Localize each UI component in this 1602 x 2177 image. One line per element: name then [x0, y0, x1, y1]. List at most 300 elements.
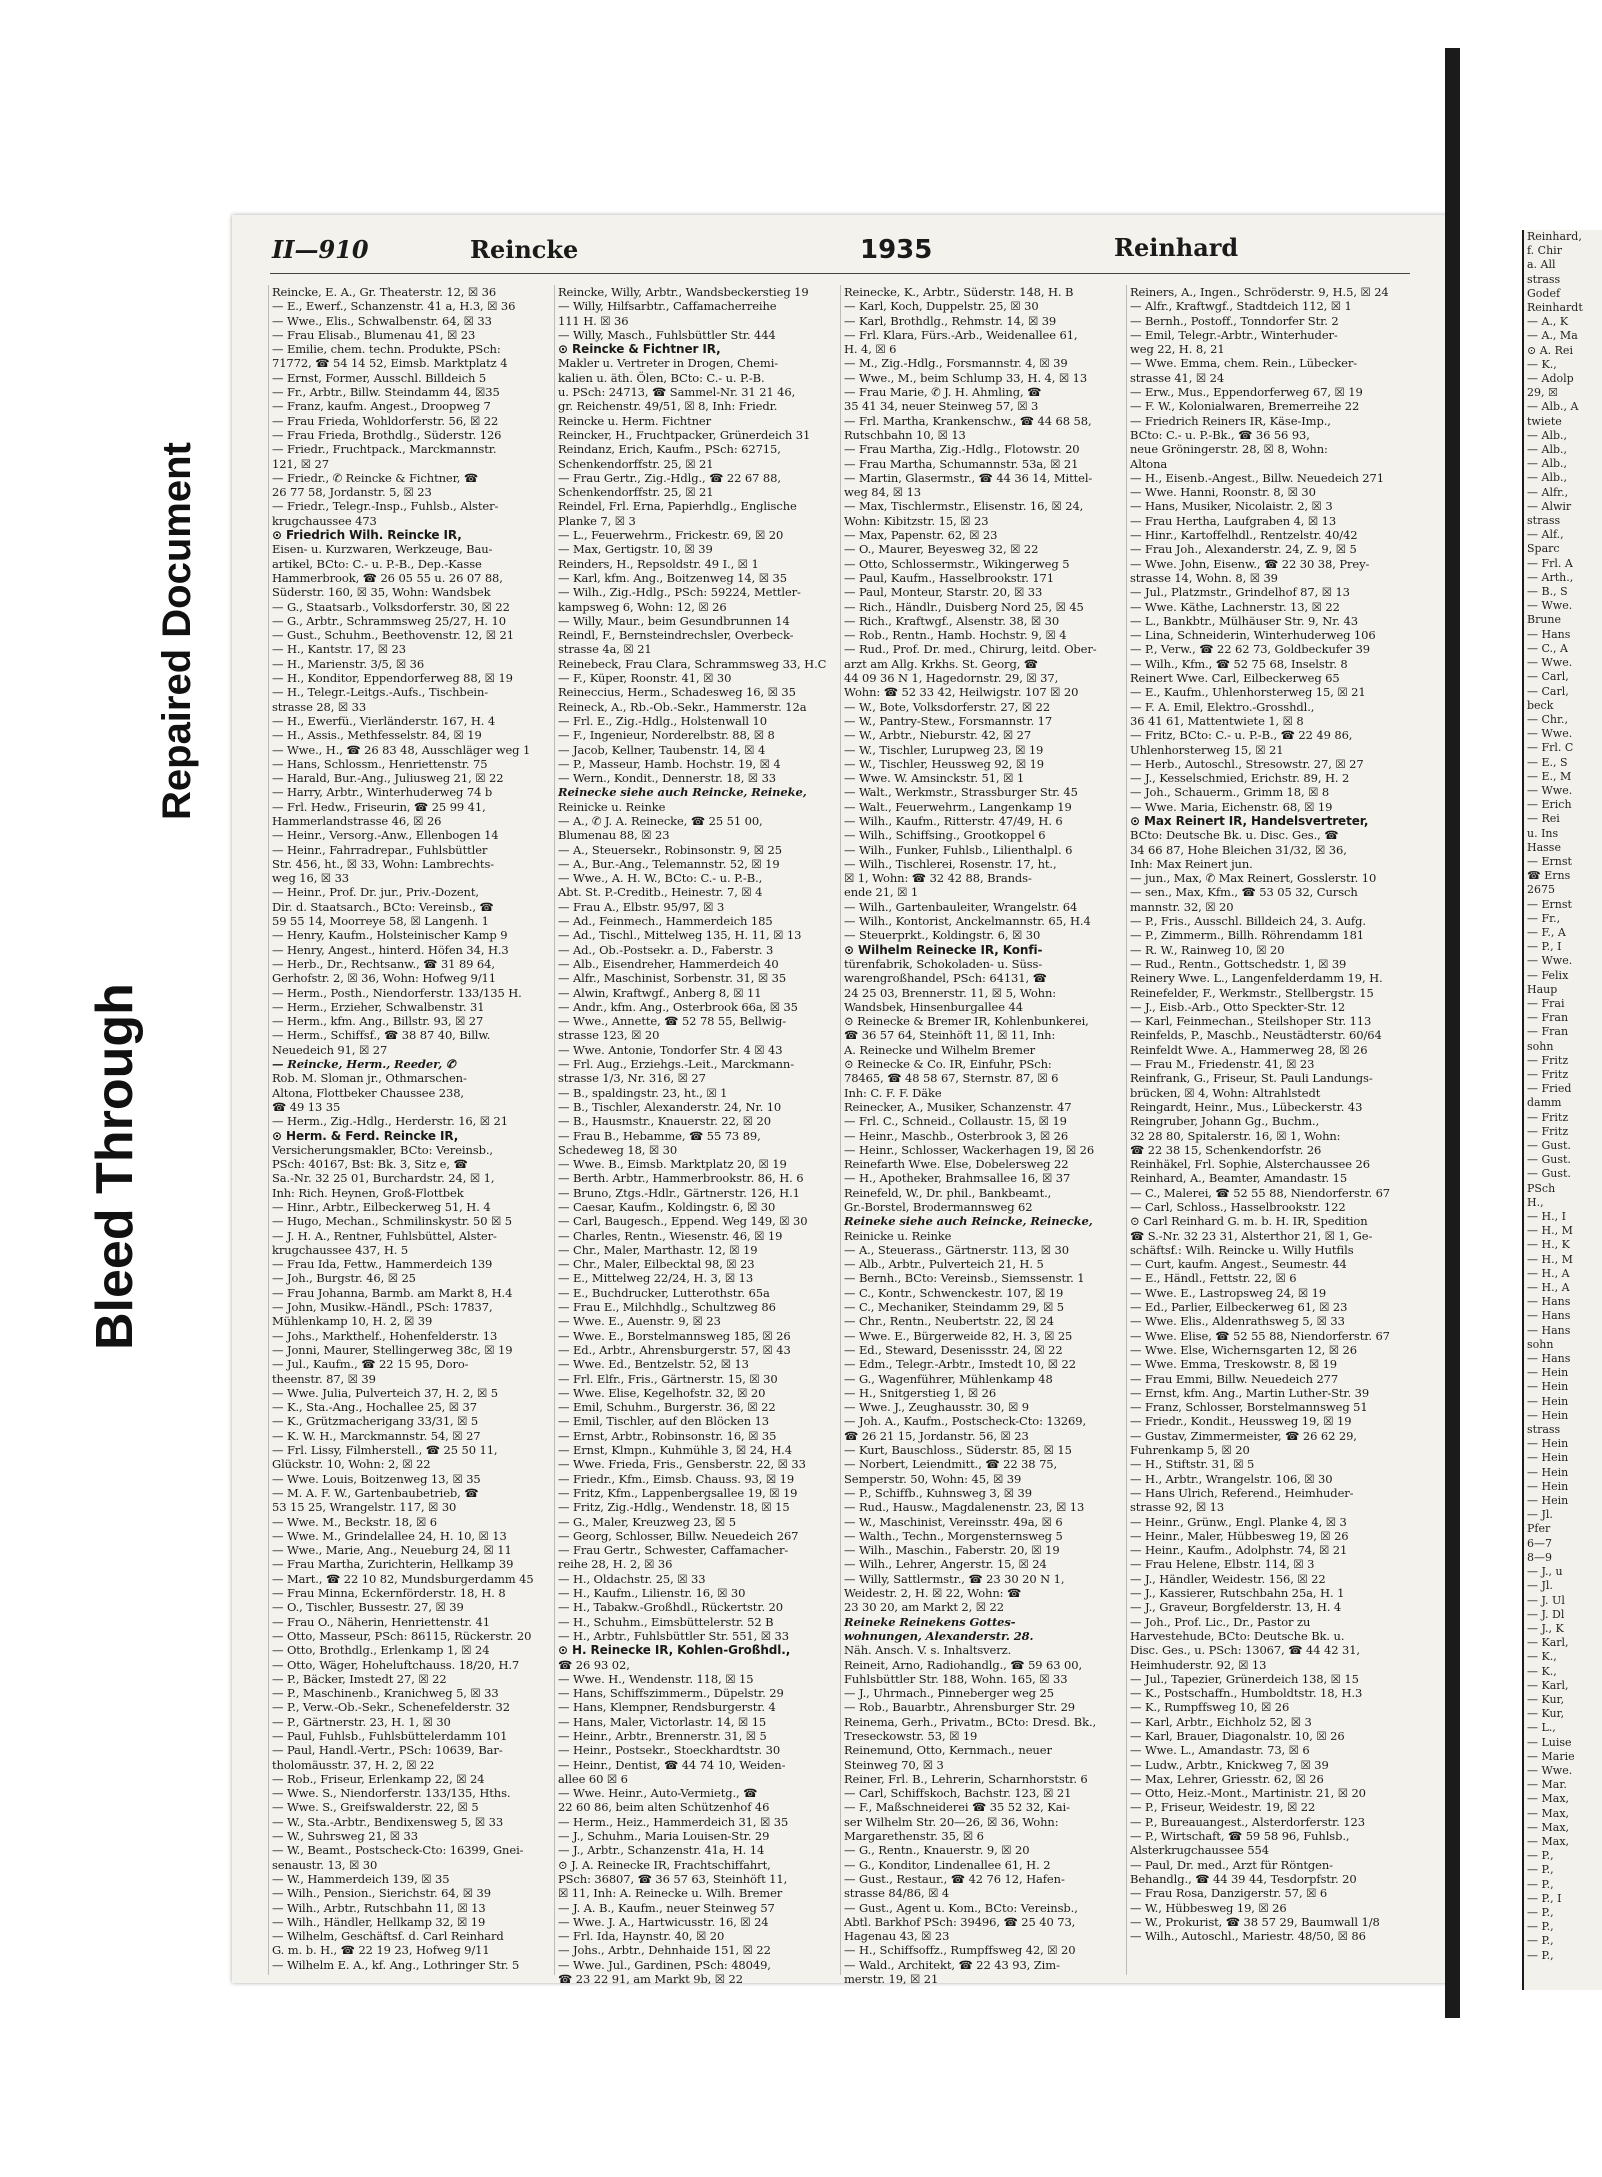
directory-entry: krugchaussee 437, H. 5 — [272, 1242, 409, 1257]
directory-entry: — Rob., Bauarbtr., Ahrensburger Str. 29 — [844, 1700, 1076, 1715]
directory-entry: — Otto, Masseur, PSch: 86115, Rückerstr. 20 — [272, 1628, 532, 1643]
directory-entry: — H., Marienstr. 3/5, ☒ 36 — [272, 656, 425, 671]
directory-entry: — W., Sta.-Arbtr., Bendixensweg 5, ☒ 33 — [272, 1814, 504, 1829]
directory-entry: — Frau A., Elbstr. 95/97, ☒ 3 — [558, 899, 725, 914]
adjacent-page-text: — Carl, — [1527, 670, 1569, 684]
directory-entry: — G., Arbtr., Schrammsweg 25/27, H. 10 — [272, 613, 506, 628]
directory-entry: — Alfr., Maschinist, Sorbenstr. 31, ☒ 35 — [558, 971, 787, 986]
directory-entry: — O., Maurer, Beyesweg 32, ☒ 22 — [844, 542, 1039, 557]
adjacent-page-text: — Wwe. — [1527, 656, 1573, 670]
directory-entry: — Wwe., Marie, Ang., Neueburg 24, ☒ 11 — [272, 1543, 512, 1558]
directory-entry: — Frau Martha, Schumannstr. 53a, ☒ 21 — [844, 456, 1079, 471]
directory-entry: — Frl. Martha, Krankenschw., ☎ 44 68 58, — [844, 413, 1092, 428]
adjacent-page-text: — Adolp — [1527, 372, 1574, 386]
directory-entry: — Wwe. Louis, Boitzenweg 13, ☒ 35 — [272, 1471, 481, 1486]
directory-entry: — Frau Gertr., Zig.-Hdlg., ☎ 22 67 88, — [558, 470, 781, 485]
directory-entry: Neuedeich 91, ☒ 27 — [272, 1042, 388, 1057]
directory-entry: — W., Hübbesweg 19, ☒ 26 — [1130, 1900, 1287, 1915]
adjacent-page-text: — Alb., — [1527, 428, 1567, 442]
directory-entry: Semperstr. 50, Wohn: 45, ☒ 39 — [844, 1471, 1022, 1486]
directory-entry: Inh: Rich. Heynen, Groß-Flottbek — [272, 1185, 464, 1200]
adjacent-page-text: — K., — [1527, 357, 1557, 371]
directory-entry: — Wwe., Elis., Schwalbenstr. 64, ☒ 33 — [272, 313, 492, 328]
adjacent-page-text: 2675 — [1527, 883, 1555, 897]
adjacent-page-text: — Gust. — [1527, 1153, 1571, 1167]
directory-entry: Fuhlsbüttler Str. 188, Wohn. 165, ☒ 33 — [844, 1671, 1068, 1686]
directory-entry: Steinweg 70, ☒ 3 — [844, 1757, 944, 1772]
directory-entry: — Hans, Klempner, Rendsburgerstr. 4 — [558, 1700, 776, 1715]
directory-entry: — Heinr., Kaufm., Adolphstr. 74, ☒ 21 — [1130, 1543, 1348, 1558]
directory-entry: brücken, ☒ 4, Wohn: Altrahlstedt — [1130, 1085, 1321, 1100]
header-year: 1935 — [860, 235, 933, 265]
directory-entry: — Frl. Hedw., Friseurin, ☎ 25 99 41, — [272, 799, 486, 814]
directory-entry: Reineit, Arno, Radiohandlg., ☎ 59 63 00, — [844, 1657, 1083, 1672]
directory-entry: — Otto, Schlossermstr., Wikingerweg 5 — [844, 556, 1070, 571]
directory-entry: strasse 41, ☒ 24 — [1130, 370, 1225, 385]
directory-entry: — Paul, Fuhlsb., Fuhlsbüttelerdamm 101 — [272, 1728, 508, 1743]
directory-entry: — Wwe. E., Borstelmannsweg 185, ☒ 26 — [558, 1328, 791, 1343]
directory-entry: strasse 28, ☒ 33 — [272, 699, 367, 714]
directory-entry: — Steuerprkt., Koldingstr. 6, ☒ 30 — [844, 928, 1041, 943]
directory-entry: Mühlenkamp 10, H. 2, ☒ 39 — [272, 1314, 433, 1329]
directory-entry: — Norbert, Leiendmitt., ☎ 22 38 75, — [844, 1457, 1058, 1472]
directory-entry: — Alb., Arbtr., Pulverteich 21, H. 5 — [844, 1257, 1044, 1272]
directory-entry: — A., Steuerass., Gärtnerstr. 113, ☒ 30 — [844, 1242, 1069, 1257]
directory-entry: — Charles, Rentn., Wiesenstr. 46, ☒ 19 — [558, 1228, 783, 1243]
directory-entry: — K. W. H., Marckmannstr. 54, ☒ 27 — [272, 1428, 481, 1443]
directory-entry: — Wwe. Käthe, Lachnerstr. 13, ☒ 22 — [1130, 599, 1340, 614]
directory-entry: — P., Verw.-Ob.-Sekr., Schenefelderstr. 32 — [272, 1700, 510, 1715]
directory-entry: — Frau Frieda, Brothdlg., Süderstr. 126 — [272, 427, 502, 442]
directory-entry: ⊙ Max Reinert IR, Handelsvertreter, — [1130, 813, 1369, 828]
directory-entry: — Willy, Maur., beim Gesundbrunnen 14 — [558, 613, 790, 628]
directory-entry: Reincke, Willy, Arbtr., Wandsbeckerstieg 19 — [558, 285, 809, 299]
adjacent-page-text: — Erich — [1527, 798, 1572, 812]
directory-entry: — Wwe. Antonie, Tondorfer Str. 4 ☒ 43 — [558, 1042, 783, 1057]
adjacent-page-text: PSch — [1527, 1181, 1556, 1195]
directory-entry: — Wwe. E., Lastropsweg 24, ☒ 19 — [1130, 1285, 1327, 1300]
directory-entry: — Herm., Zig.-Hdlg., Herderstr. 16, ☒ 21 — [272, 1114, 508, 1129]
directory-entry: — Ludw., Arbtr., Knickweg 7, ☒ 39 — [1130, 1757, 1329, 1772]
directory-entry: — sen., Max, Kfm., ☎ 53 05 32, Cursch — [1130, 885, 1358, 900]
adjacent-page-text: — H., M — [1527, 1224, 1573, 1238]
adjacent-page-text: — Karl, — [1527, 1678, 1569, 1692]
adjacent-page-text: — J. Dl — [1527, 1607, 1565, 1621]
directory-entry: — Joh., Burgstr. 46, ☒ 25 — [272, 1271, 416, 1286]
directory-entry: — Wwe. Elis., Aldenrathsweg 5, ☒ 33 — [1130, 1314, 1345, 1329]
directory-entry: Reineck, A., Rb.-Ob.-Sekr., Hammerstr. 12a — [558, 699, 807, 714]
adjacent-page-text: strass — [1527, 272, 1561, 286]
directory-entry: Schenkendorffstr. 25, ☒ 21 — [558, 456, 714, 471]
directory-entry: Altona — [1130, 456, 1168, 471]
directory-entry: — F., Küper, Roonstr. 41, ☒ 30 — [558, 671, 732, 686]
directory-entry: — Heinr., Dentist, ☎ 44 74 10, Weiden- — [558, 1757, 786, 1772]
directory-entry: Inh: Max Reinert jun. — [1130, 856, 1253, 871]
directory-entry: Reiner, Frl. B., Lehrerin, Scharnhorststr. 6 — [844, 1771, 1088, 1786]
directory-entry: ☒ 1, Wohn: ☎ 32 42 88, Brands- — [844, 871, 1032, 886]
directory-entry: Blumenau 88, ☒ 23 — [558, 828, 670, 843]
directory-entry: — Wwe. E., Auenstr. 9, ☒ 23 — [558, 1314, 721, 1329]
directory-entry: — Wwe. M., Beckstr. 18, ☒ 6 — [272, 1514, 437, 1529]
directory-entry: — Wwe. Emma, Treskowstr. 8, ☒ 19 — [1130, 1357, 1338, 1372]
directory-entry: — jun., Max, ✆ Max Reinert, Gosslerstr. 10 — [1130, 871, 1377, 886]
directory-entry: G. m. b. H., ☎ 22 19 23, Hofweg 9/11 — [272, 1943, 490, 1958]
directory-entry: — Berth. Arbtr., Hammerbrookstr. 86, H. 6 — [558, 1171, 804, 1186]
directory-entry: — Wwe. Frieda, Fris., Gensberstr. 22, ☒ 33 — [558, 1457, 806, 1472]
directory-entry: — Wilh., Händler, Hellkamp 32, ☒ 19 — [272, 1914, 486, 1929]
directory-entry: Wohn: ☎ 52 33 42, Heilwigstr. 107 ☒ 20 — [844, 685, 1079, 700]
directory-entry: Rob. M. Sloman jr., Othmarschen- — [272, 1071, 467, 1086]
directory-entry: — Frau Minna, Eckernförderstr. 18, H. 8 — [272, 1586, 506, 1601]
adjacent-page-text: — Hein — [1527, 1394, 1569, 1408]
adjacent-page-text: — Hans — [1527, 627, 1571, 641]
directory-entry: — Johs., Arbtr., Dehnhaide 151, ☒ 22 — [558, 1943, 771, 1958]
adjacent-page-text: Haup — [1527, 982, 1558, 996]
directory-entry: — Wilh., Maschin., Faberstr. 20, ☒ 19 — [844, 1543, 1060, 1558]
adjacent-page-text: — Wwe. — [1527, 783, 1573, 797]
directory-entry: Harvestehude, BCto: Deutsche Bk. u. — [1130, 1628, 1345, 1643]
directory-entry: — C., Malerei, ☎ 52 55 88, Niendorferstr. 67 — [1130, 1185, 1391, 1200]
adjacent-page-text: — Hans — [1527, 1309, 1571, 1323]
adjacent-page-text: Sparc — [1527, 542, 1560, 556]
directory-entry: — Ernst, Arbtr., Robinsonstr. 16, ☒ 35 — [558, 1428, 777, 1443]
directory-entry: — Fr., Arbtr., Billw. Steindamm 44, ☒35 — [272, 385, 500, 400]
directory-page — [232, 215, 1447, 1987]
directory-entry: — Rob., Rentn., Hamb. Hochstr. 9, ☒ 4 — [844, 628, 1067, 643]
directory-entry: — F., Ingenieur, Norderelbstr. 88, ☒ 8 — [558, 728, 775, 743]
directory-entry: — W., Suhrsweg 21, ☒ 33 — [272, 1829, 418, 1844]
directory-entry: — Joh., Schauerm., Grimm 18, ☒ 8 — [1130, 785, 1330, 800]
directory-entry: — Franz, kaufm. Angest., Droopweg 7 — [272, 399, 491, 414]
header-rule — [270, 273, 1410, 274]
directory-entry: — H., Arbtr., Wrangelstr. 106, ☒ 30 — [1130, 1471, 1333, 1486]
directory-entry: arzt am Allg. Krkhs. St. Georg, ☎ — [844, 656, 1039, 671]
directory-entry: — H., Apotheker, Brahmsallee 16, ☒ 37 — [844, 1171, 1071, 1186]
directory-entry: — M. A. F. W., Gartenbaubetrieb, ☎ — [272, 1485, 479, 1500]
directory-entry: — K., Postschaffn., Humboldtstr. 18, H.3 — [1130, 1686, 1363, 1701]
header-right-keyword: Reinhard — [1114, 233, 1239, 262]
directory-entry: — E., Kaufm., Uhlenhorsterweg 15, ☒ 21 — [1130, 685, 1366, 700]
directory-entry: Dir. d. Staatsarch., BCto: Vereinsb., ☎ — [272, 899, 494, 914]
directory-entry: — Alfr., Kraftwgf., Stadtdeich 112, ☒ 1 — [1130, 299, 1352, 314]
adjacent-page-text: — Kur, — [1527, 1692, 1565, 1706]
directory-entry: — P., Wirtschaft, ☎ 59 58 96, Fuhlsb., — [1130, 1829, 1350, 1844]
directory-entry: Reineke siehe auch Reincke, Reinecke, — [844, 1214, 1093, 1229]
directory-entry: Hammerbrook, ☎ 26 05 55 u. 26 07 88, — [272, 570, 503, 585]
directory-entry: weg 16, ☒ 33 — [272, 871, 350, 886]
adjacent-page-text: — Marie — [1527, 1749, 1575, 1763]
directory-entry: — B., Hausmstr., Knauerstr. 22, ☒ 20 — [558, 1114, 771, 1129]
adjacent-page-text: — K., — [1527, 1664, 1557, 1678]
directory-entry: — Fritz, Kfm., Lappenbergsallee 19, ☒ 19 — [558, 1485, 798, 1500]
directory-entry: — Hinr., Kartoffelhdl., Rentzelstr. 40/42 — [1130, 528, 1358, 543]
adjacent-page-text: — Hein — [1527, 1451, 1569, 1465]
adjacent-page-text: — H., K — [1527, 1238, 1570, 1252]
directory-entry: — Otto, Wäger, Hoheluftchauss. 18/20, H.7 — [272, 1657, 520, 1672]
directory-entry: 59 55 14, Moorreye 58, ☒ Langenh. 1 — [272, 914, 489, 929]
directory-entry: Alsterkrugchaussee 554 — [1130, 1843, 1269, 1858]
directory-entry: — L., Feuerwehrm., Frickestr. 69, ☒ 20 — [558, 528, 784, 543]
directory-entry: ⊙ Wilhelm Reinecke IR, Konfi- — [844, 942, 1043, 957]
adjacent-page-text: — Alb., — [1527, 457, 1567, 471]
directory-entry: — Wwe. Else, Wichernsgarten 12, ☒ 26 — [1130, 1342, 1357, 1357]
directory-entry: BCto: Deutsche Bk. u. Disc. Ges., ☎ — [1130, 828, 1339, 843]
directory-entry: 35 41 34, neuer Steinweg 57, ☒ 3 — [844, 399, 1039, 414]
column-1 — [268, 285, 554, 1975]
directory-entry: — Edm., Telegr.-Arbtr., Imstedt 10, ☒ 22 — [844, 1357, 1076, 1372]
directory-entry: — F. W., Kolonialwaren, Bremerreihe 22 — [1130, 399, 1360, 414]
directory-entry: — Willy, Hilfsarbtr., Caffamacherreihe — [558, 299, 777, 314]
directory-entry: — Heinr., Arbtr., Brennerstr. 31, ☒ 5 — [558, 1728, 767, 1743]
directory-entry: BCto: C.- u. P.-Bk., ☎ 36 56 93, — [1130, 427, 1310, 442]
adjacent-page-text: Reinhard, — [1527, 230, 1582, 243]
directory-entry: Wandsbek, Hinsenburgallee 44 — [844, 999, 1023, 1014]
directory-entry: kalien u. äth. Ölen, BCto: C.- u. P.-B. — [558, 370, 765, 385]
adjacent-page-text: — P., — [1527, 1920, 1554, 1934]
directory-entry: — Ad., Tischl., Mittelweg 135, H. 11, ☒ 13 — [558, 928, 802, 943]
directory-entry: — Wilh., Tischlerei, Rosenstr. 17, ht., — [844, 856, 1057, 871]
directory-entry: 78465, ☎ 48 58 67, Sternstr. 87, ☒ 6 — [844, 1071, 1059, 1086]
directory-entry: — Carl, Baugesch., Eppend. Weg 149, ☒ 30 — [558, 1214, 808, 1229]
directory-entry: — E., Mittelweg 22/24, H. 3, ☒ 13 — [558, 1271, 754, 1286]
adjacent-page-text: — Hein — [1527, 1465, 1569, 1479]
directory-entry: — Wilhelm E. A., kf. Ang., Lothringer Str. 5 — [272, 1957, 520, 1972]
adjacent-page-text: — P., — [1527, 1863, 1554, 1877]
directory-entry: — Frau M., Friedenstr. 41, ☒ 23 — [1130, 1057, 1315, 1072]
directory-entry: — Rud., Rentn., Gottschedstr. 1, ☒ 39 — [1130, 956, 1347, 971]
adjacent-page-text: — Alb., A — [1527, 400, 1579, 414]
directory-entry: Versicherungsmakler, BCto: Vereinsb., — [272, 1142, 493, 1157]
directory-entry: — Frl. Lissy, Filmherstell., ☎ 25 50 11, — [272, 1443, 498, 1458]
directory-entry: Weidestr. 2, H. ☒ 22, Wohn: ☎ — [844, 1586, 1022, 1601]
directory-entry: — P., Bureauangest., Alsterdorferstr. 123 — [1130, 1814, 1365, 1829]
directory-entry: — Wwe. S., Niendorferstr. 133/135, Hths. — [272, 1786, 511, 1801]
directory-entry: Reincke u. Herm. Fichtner — [558, 413, 712, 428]
directory-entry: — Heinr., Maschb., Osterbrook 3, ☒ 26 — [844, 1128, 1069, 1143]
directory-entry: Margarethenstr. 35, ☒ 6 — [844, 1829, 984, 1844]
adjacent-page-text: — Karl, — [1527, 1636, 1569, 1650]
adjacent-page-text: — Hein — [1527, 1366, 1569, 1380]
adjacent-page-text: — Wwe. — [1527, 954, 1573, 968]
adjacent-page-text: — Ernst — [1527, 897, 1572, 911]
directory-entry: — Gust., Schuhm., Beethovenstr. 12, ☒ 21 — [272, 628, 514, 643]
directory-entry: — P., Verw., ☎ 22 62 73, Goldbeckufer 39 — [1130, 642, 1371, 657]
directory-entry: — Curt, kaufm. Angest., Seumestr. 44 — [1130, 1257, 1347, 1272]
directory-entry: Reinfeldt Wwe. A., Hammerweg 28, ☒ 26 — [1130, 1042, 1368, 1057]
directory-entry: — Max, Lehrer, Griesstr. 62, ☒ 26 — [1130, 1771, 1324, 1786]
adjacent-page-text: Brune — [1527, 613, 1562, 627]
adjacent-page-text: — Felix — [1527, 968, 1569, 982]
directory-entry: — H., Telegr.-Leitgs.-Aufs., Tischbein- — [272, 685, 489, 700]
directory-entry: — Wilh., Arbtr., Rutschbahn 11, ☒ 13 — [272, 1900, 486, 1915]
adjacent-page-text: — H., I — [1527, 1210, 1566, 1224]
directory-entry: — Chr., Rentn., Neubertstr. 22, ☒ 24 — [844, 1314, 1054, 1329]
directory-entry: — Friedr., Kfm., Eimsb. Chauss. 93, ☒ 19 — [558, 1471, 795, 1486]
directory-entry: — Jul., Platzmstr., Grindelhof 87, ☒ 13 — [1130, 585, 1350, 600]
directory-entry: — Frau Martha, Zig.-Hdlg., Flotowstr. 20 — [844, 442, 1080, 457]
directory-entry: — Friedr., ✆ Reincke & Fichtner, ☎ — [272, 470, 479, 485]
directory-entry: Rutschbahn 10, ☒ 13 — [844, 427, 966, 442]
directory-entry: — Karl, Brauer, Diagonalstr. 10, ☒ 26 — [1130, 1728, 1345, 1743]
adjacent-page-text: Pfer — [1527, 1522, 1551, 1536]
directory-entry: — E., Händl., Fettstr. 22, ☒ 6 — [1130, 1271, 1297, 1286]
directory-entry: — Chr., Maler, Eilbecktal 98, ☒ 23 — [558, 1257, 755, 1272]
directory-entry: — Alwin, Kraftwgf., Anberg 8, ☒ 11 — [558, 985, 762, 1000]
adjacent-page-text: 6—7 — [1527, 1536, 1552, 1550]
directory-entry: Reinhäkel, Frl. Sophie, Alsterchaussee 26 — [1130, 1157, 1370, 1172]
directory-entry: — Wwe. J., Zeughausstr. 30, ☒ 9 — [844, 1400, 1029, 1415]
directory-entry: — C., Kontr., Schwenckestr. 107, ☒ 19 — [844, 1285, 1064, 1300]
adjacent-page-text: — Luise — [1527, 1735, 1572, 1749]
directory-entry: schäftsf.: Wilh. Reincke u. Willy Hutfils — [1130, 1242, 1354, 1257]
directory-entry: — H., Tabakw.-Großhdl., Rückertstr. 20 — [558, 1600, 783, 1615]
directory-entry: — Frl. C., Schneid., Collaustr. 15, ☒ 19 — [844, 1114, 1067, 1129]
directory-entry: — Wwe. S., Greifswalderstr. 22, ☒ 5 — [272, 1800, 479, 1815]
directory-entry: — Frau Hertha, Laufgraben 4, ☒ 13 — [1130, 513, 1337, 528]
directory-entry: Reinery Wwe. L., Langenfelderdamm 19, H. — [1130, 971, 1383, 986]
adjacent-page-text: — Hein — [1527, 1380, 1569, 1394]
directory-entry: — Johs., Markthelf., Hohenfelderstr. 13 — [272, 1328, 498, 1343]
adjacent-page-text: — Frl. A — [1527, 556, 1573, 570]
directory-entry: — Wwe. Elise, ☎ 52 55 88, Niendorferstr. 67 — [1130, 1328, 1390, 1343]
directory-entry: — Friedrich Reiners IR, Käse-Imp., — [1130, 413, 1331, 428]
directory-entry: — H., Schiffsoffz., Rumpffsweg 42, ☒ 20 — [844, 1943, 1076, 1958]
adjacent-page-text: — Hein — [1527, 1408, 1569, 1422]
directory-entry: — Herm., Schiffsf., ☎ 38 87 40, Billw. — [272, 1028, 491, 1043]
adjacent-page-text: Hasse — [1527, 840, 1561, 854]
directory-entry: — W., Tischler, Lurupweg 23, ☒ 19 — [844, 742, 1044, 757]
directory-entry: — Herm., Posth., Niendorferstr. 133/135 H. — [272, 985, 522, 1000]
directory-entry: — H., Schuhm., Eimsbüttelerstr. 52 B — [558, 1614, 774, 1629]
directory-entry: — Wwe. E., Bürgerweide 82, H. 3, ☒ 25 — [844, 1328, 1073, 1343]
directory-entry: — G., Rentn., Knauerstr. 9, ☒ 20 — [844, 1843, 1030, 1858]
directory-entry: — Emilie, chem. techn. Produkte, PSch: — [272, 342, 501, 357]
directory-entry: — Wern., Kondit., Dennerstr. 18, ☒ 33 — [558, 771, 777, 786]
directory-entry: strasse 123, ☒ 20 — [558, 1028, 660, 1043]
directory-entry: — Hugo, Mechan., Schmilinskystr. 50 ☒ 5 — [272, 1214, 513, 1229]
directory-entry: — A., ✆ J. A. Reinecke, ☎ 25 51 00, — [558, 813, 763, 828]
adjacent-page-text: — C., A — [1527, 641, 1568, 655]
directory-entry: Makler u. Vertreter in Drogen, Chemi- — [558, 356, 779, 371]
adjacent-page-text: — Fritz — [1527, 1110, 1569, 1124]
stamp-bleed-through: Bleed Through — [86, 983, 144, 1350]
directory-entry: gr. Reichenstr. 49/51, ☒ 8, Inh: Friedr. — [558, 399, 778, 414]
column-4 — [1126, 285, 1412, 1975]
directory-entry: — Harry, Arbtr., Winterhuderweg 74 b — [272, 785, 493, 800]
directory-entry: Eisen- u. Kurzwaren, Werkzeuge, Bau- — [272, 542, 493, 557]
directory-entry: — P., Friseur, Weidestr. 19, ☒ 22 — [1130, 1800, 1316, 1815]
directory-entry: — P., Fris., Ausschl. Billdeich 24, 3. Aufg. — [1130, 914, 1366, 929]
directory-entry: — Max, Tischlermstr., Elisenstr. 16, ☒ 24, — [844, 499, 1084, 514]
adjacent-page-text: — Hans — [1527, 1295, 1571, 1309]
directory-entry: — Ernst, Klmpn., Kuhmühle 3, ☒ 24, H.4 — [558, 1443, 792, 1458]
directory-entry: — J., Kassierer, Rutschbahn 25a, H. 1 — [1130, 1586, 1345, 1601]
directory-entry: — Friedr., Kondit., Heussweg 19, ☒ 19 — [1130, 1414, 1352, 1429]
adjacent-page-text: — Alf., — [1527, 528, 1564, 542]
directory-entry: — Max, Gertigstr. 10, ☒ 39 — [558, 542, 713, 557]
directory-entry: — Ernst, Former, Ausschl. Billdeich 5 — [272, 370, 487, 385]
directory-entry: — R. W., Rainweg 10, ☒ 20 — [1130, 942, 1285, 957]
directory-entry: ☎ 36 57 64, Steinhöft 11, ☒ 11, Inh: — [844, 1028, 1056, 1043]
directory-entry: theenstr. 87, ☒ 39 — [272, 1371, 376, 1386]
directory-entry: — Walt., Werkmstr., Strassburger Str. 45 — [844, 785, 1078, 800]
adjacent-page-text: — Kur, — [1527, 1707, 1565, 1721]
adjacent-page-text: — H., A — [1527, 1281, 1570, 1295]
directory-entry: Reinert Wwe. Carl, Eilbeckerweg 65 — [1130, 671, 1340, 686]
directory-entry: ⊙ Herm. & Ferd. Reincke IR, — [272, 1128, 459, 1143]
directory-entry: — Wwe., A. H. W., BCto: C.- u. P.-B., — [558, 871, 763, 886]
adjacent-page-text: — A., Ma — [1527, 329, 1578, 343]
directory-entry: Reinicke u. Reinke — [558, 799, 666, 814]
directory-entry: — Wilh., Lehrer, Angerstr. 15, ☒ 24 — [844, 1557, 1047, 1572]
directory-entry: — L., Bankbtr., Mülhäuser Str. 9, Nr. 43 — [1130, 613, 1358, 628]
directory-entry: Wohn: Kibitzstr. 15, ☒ 23 — [844, 513, 989, 528]
directory-entry: — Bernh., BCto: Vereinsb., Siemssenstr. 1 — [844, 1271, 1085, 1286]
directory-entry: Reinfelds, P., Maschb., Neustädterstr. 60/64 — [1130, 1028, 1382, 1043]
directory-entry: — Karl, Brothdlg., Rehmstr. 14, ☒ 39 — [844, 313, 1057, 328]
directory-entry: — Herb., Dr., Rechtsanw., ☎ 31 89 64, — [272, 956, 495, 971]
directory-entry: — H., Kaufm., Lilienstr. 16, ☒ 30 — [558, 1586, 746, 1601]
directory-entry: Reinicke u. Reinke — [844, 1228, 952, 1243]
directory-entry: Gr.-Borstel, Brodermannsweg 62 — [844, 1200, 1033, 1214]
directory-entry: Disc. Ges., u. PSch: 13067, ☎ 44 42 31, — [1130, 1643, 1360, 1658]
adjacent-page-text: sohn — [1527, 1337, 1554, 1351]
directory-entry: ☒ 11, Inh: A. Reinecke u. Wilh. Bremer — [558, 1886, 783, 1901]
directory-entry: — Frau Rosa, Danzigerstr. 57, ☒ 6 — [1130, 1886, 1328, 1901]
adjacent-page-text: — P., I — [1527, 1891, 1562, 1905]
directory-entry: — Jonni, Maurer, Stellingerweg 38c, ☒ 19 — [272, 1342, 513, 1357]
directory-entry: — Chr., Maler, Marthastr. 12, ☒ 19 — [558, 1242, 758, 1257]
directory-entry: 36 41 61, Mattentwiete 1, ☒ 8 — [1130, 713, 1304, 728]
directory-entry: — Frau Ida, Fettw., Hammerdeich 139 — [272, 1257, 493, 1272]
adjacent-page-text: a. All — [1527, 258, 1556, 272]
directory-entry: — J., Eisb.-Arb., Otto Speckter-Str. 12 — [1130, 999, 1346, 1014]
page-number: II—910 — [272, 235, 369, 264]
adjacent-page-text: — Arth., — [1527, 570, 1574, 584]
directory-entry: strasse 84/86, ☒ 4 — [844, 1886, 950, 1901]
directory-entry: — B., Tischler, Alexanderstr. 24, Nr. 10 — [558, 1099, 782, 1114]
directory-entry: — Emil, Telegr.-Arbtr., Winterhuder- — [1130, 327, 1338, 342]
directory-entry: 121, ☒ 27 — [272, 456, 329, 471]
directory-entry: — Harald, Bur.-Ang., Juliusweg 21, ☒ 22 — [272, 771, 504, 786]
directory-entry: reihe 28, H. 2, ☒ 36 — [558, 1557, 673, 1572]
directory-entry: — Carl, Schloss., Hasselbrookstr. 122 — [1130, 1200, 1346, 1214]
directory-entry: Reineke Reinekens Gottes- — [844, 1614, 1016, 1629]
directory-entry: — J., Kesselschmied, Erichstr. 89, H. 2 — [1130, 771, 1350, 786]
directory-entry: — H., Arbtr., Fuhlsbüttler Str. 551, ☒ 33 — [558, 1628, 789, 1643]
adjacent-page-text: — J., K — [1527, 1621, 1564, 1635]
directory-entry: — Frau Johanna, Barmb. am Markt 8, H.4 — [272, 1285, 513, 1300]
directory-entry: — Hans, Musiker, Nicolaistr. 2, ☒ 3 — [1130, 499, 1333, 514]
adjacent-page-text: — Chr., — [1527, 712, 1569, 726]
directory-entry: — Heinr., Schlosser, Wackerhagen 19, ☒ 26 — [844, 1142, 1095, 1157]
directory-entry: — Herb., Autoschl., Stresowstr. 27, ☒ 27 — [1130, 756, 1364, 771]
directory-entry: — Wilh., Gartenbauleiter, Wrangelstr. 64 — [844, 899, 1078, 914]
adjacent-page-text: — K., — [1527, 1650, 1557, 1664]
directory-entry: — J. A. B., Kaufm., neuer Steinweg 57 — [558, 1900, 775, 1915]
page-header — [272, 235, 1412, 267]
adjacent-page-text: — L., — [1527, 1721, 1556, 1735]
directory-entry: — P., Schiffb., Kuhnsweg 3, ☒ 39 — [844, 1485, 1032, 1500]
directory-entry: — Henry, Kaufm., Holsteinischer Kamp 9 — [272, 928, 508, 943]
directory-entry: — Ernst, kfm. Ang., Martin Luther-Str. 39 — [1130, 1385, 1370, 1400]
directory-entry: — Reincke, Herm., Reeder, ✆ — [272, 1057, 456, 1072]
directory-entry: — Erw., Mus., Eppendorferweg 67, ☒ 19 — [1130, 385, 1363, 400]
directory-entry: — Frl. Klara, Fürs.-Arb., Weidenallee 61, — [844, 327, 1078, 342]
directory-entry: — Mart., ☎ 22 10 82, Mundsburgerdamm 45 — [272, 1571, 534, 1586]
directory-entry: Altona, Flottbeker Chaussee 238, — [272, 1085, 464, 1100]
directory-entry: Näh. Ansch. V. s. Inhaltsverz. — [844, 1643, 1012, 1658]
